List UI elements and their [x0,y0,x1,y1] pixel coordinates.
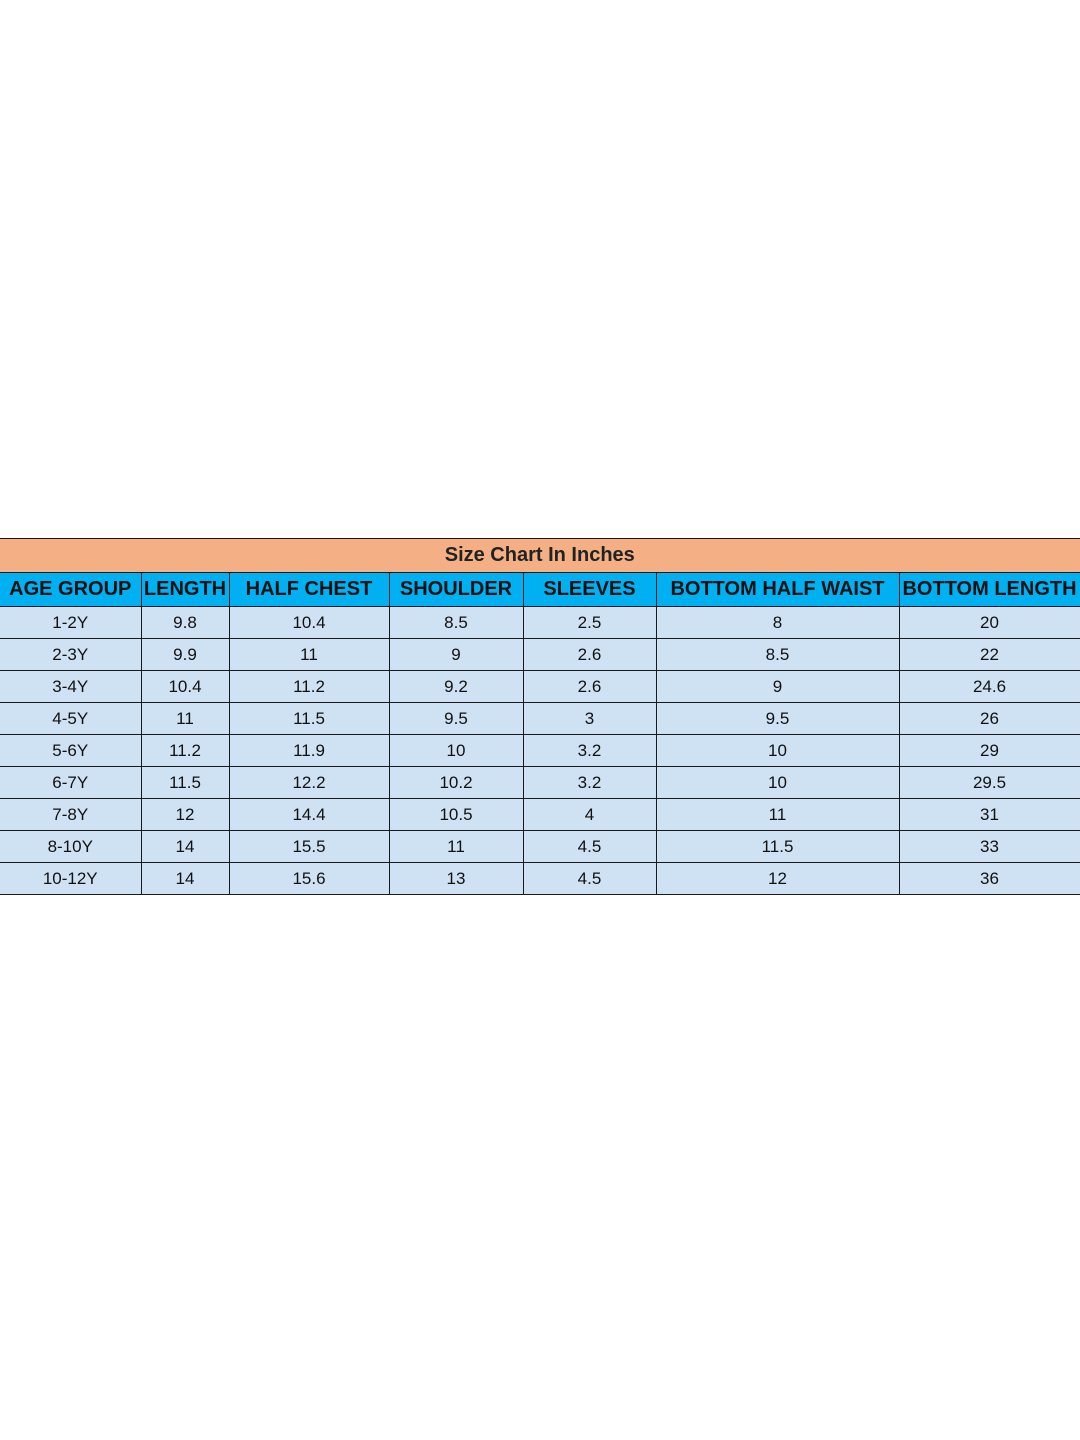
size-chart-table [0,538,1080,895]
bottom-half-waist-cell: 12 [656,863,899,895]
half-chest-cell: 11 [229,639,389,671]
header-row [0,573,1080,607]
sleeves-cell: 4.5 [523,863,656,895]
bottom-length-cell: 36 [899,863,1080,895]
shoulder-cell: 9.5 [389,703,523,735]
sleeves-cell: 3.2 [523,735,656,767]
half-chest-cell: 11.9 [229,735,389,767]
title-row [0,539,1080,573]
bottom-length-cell: 24.6 [899,671,1080,703]
bottom-half-waist-cell: 10 [656,735,899,767]
sleeves-cell: 2.6 [523,671,656,703]
column-header-shoulder: SHOULDER [389,573,523,607]
length-cell: 11.2 [141,735,229,767]
age-group-cell: 8-10Y [0,831,141,863]
bottom-length-cell: 22 [899,639,1080,671]
half-chest-cell: 14.4 [229,799,389,831]
table-row [0,863,1080,895]
age-group-cell: 1-2Y [0,607,141,639]
table-row [0,607,1080,639]
shoulder-cell: 11 [389,831,523,863]
bottom-length-cell: 33 [899,831,1080,863]
shoulder-cell: 8.5 [389,607,523,639]
column-header-half-chest: HALF CHEST [229,573,389,607]
half-chest-cell: 10.4 [229,607,389,639]
bottom-half-waist-cell: 9.5 [656,703,899,735]
shoulder-cell: 9 [389,639,523,671]
bottom-half-waist-cell: 11 [656,799,899,831]
age-group-cell: 10-12Y [0,863,141,895]
shoulder-cell: 13 [389,863,523,895]
half-chest-cell: 11.5 [229,703,389,735]
shoulder-cell: 10 [389,735,523,767]
column-header-age-group: AGE GROUP [0,573,141,607]
age-group-cell: 3-4Y [0,671,141,703]
half-chest-cell: 15.6 [229,863,389,895]
age-group-cell: 6-7Y [0,767,141,799]
half-chest-cell: 12.2 [229,767,389,799]
chart-title: Size Chart In Inches [0,539,1080,573]
length-cell: 10.4 [141,671,229,703]
bottom-half-waist-cell: 8.5 [656,639,899,671]
length-cell: 9.8 [141,607,229,639]
column-header-sleeves: SLEEVES [523,573,656,607]
sleeves-cell: 3.2 [523,767,656,799]
bottom-length-cell: 31 [899,799,1080,831]
table-row [0,639,1080,671]
table-row [0,703,1080,735]
bottom-length-cell: 29.5 [899,767,1080,799]
bottom-half-waist-cell: 11.5 [656,831,899,863]
bottom-half-waist-cell: 8 [656,607,899,639]
table-row [0,831,1080,863]
table-row [0,799,1080,831]
sleeves-cell: 4.5 [523,831,656,863]
length-cell: 11 [141,703,229,735]
sleeves-cell: 4 [523,799,656,831]
shoulder-cell: 10.5 [389,799,523,831]
sleeves-cell: 2.6 [523,639,656,671]
column-header-bottom-length: BOTTOM LENGTH [899,573,1080,607]
bottom-half-waist-cell: 10 [656,767,899,799]
age-group-cell: 7-8Y [0,799,141,831]
table-row [0,671,1080,703]
bottom-length-cell: 26 [899,703,1080,735]
bottom-half-waist-cell: 9 [656,671,899,703]
shoulder-cell: 10.2 [389,767,523,799]
shoulder-cell: 9.2 [389,671,523,703]
column-header-bottom-half-waist: BOTTOM HALF WAIST [656,573,899,607]
half-chest-cell: 15.5 [229,831,389,863]
column-header-length: LENGTH [141,573,229,607]
sleeves-cell: 3 [523,703,656,735]
sleeves-cell: 2.5 [523,607,656,639]
age-group-cell: 4-5Y [0,703,141,735]
length-cell: 9.9 [141,639,229,671]
length-cell: 12 [141,799,229,831]
half-chest-cell: 11.2 [229,671,389,703]
length-cell: 14 [141,831,229,863]
bottom-length-cell: 29 [899,735,1080,767]
table-row [0,767,1080,799]
length-cell: 11.5 [141,767,229,799]
age-group-cell: 2-3Y [0,639,141,671]
age-group-cell: 5-6Y [0,735,141,767]
length-cell: 14 [141,863,229,895]
bottom-length-cell: 20 [899,607,1080,639]
table-row [0,735,1080,767]
